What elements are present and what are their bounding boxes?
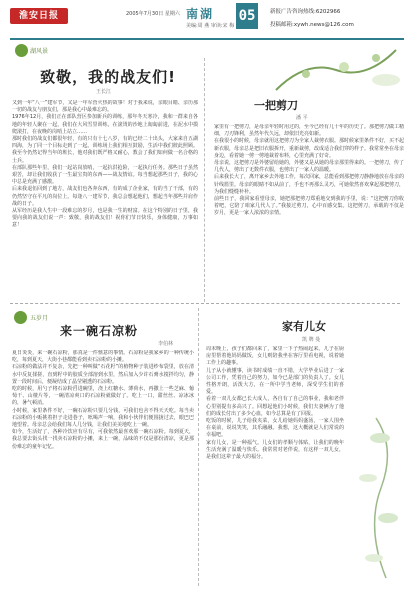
- article-author: 凯 牌 曼: [302, 337, 321, 343]
- leaf-icon: [14, 311, 27, 324]
- paper-logo: 淮安日报: [10, 8, 68, 24]
- submission-email: 投稿邮箱:xywh.news@126.com: [270, 22, 354, 28]
- column-label: 湖风景: [30, 48, 49, 55]
- article-title: 致敬，我的战友们!: [40, 68, 176, 86]
- leaf-icon: [15, 44, 28, 57]
- column-divider: [198, 308, 199, 586]
- section-divider: [10, 303, 400, 304]
- ad-hotline: 新报广告咨询热线:6202966: [270, 9, 341, 15]
- issue-date: 2005年7月30日 星期六: [126, 11, 180, 17]
- page-number: 05: [236, 3, 258, 29]
- section-title: 南湖: [186, 7, 215, 21]
- article-title: 一把剪刀: [254, 99, 298, 112]
- article-body: 家里有一把剪刀，是母亲年轻时用过的，至今已经有几十年的历史了。那把剪刀做工精细，刀刃锋利，虽然年代久远，却依旧光亮如新。 在我很小的时候，母亲就用这把剪刀为全家人裁剪衣服。那时候家里条件不好，买不起新衣服，母亲总是把旧衣服拆开，重新裁剪，改成适合我们穿的样子。我常常坐在母亲身边，看着她一剪一剪地裁着布料，心里充满了好奇。 母亲说，这把剪刀是外婆留给她的，外婆又是从她的母亲那里得来的。一把剪刀，传了几代人，剪出了无数件衣服，也剪出了一家人的温暖。 后来我长大了，离开家乡去外地工作，每次回家，总能看到那把剪刀静静地放在母亲的针线篮里。母亲的眼睛不如从前了，手也不再那么灵巧，可她依然喜欢拿起那把剪刀，为我们缝缝补补。 前些日子，我回家看望母亲，她把那把剪刀郑重地交到我的手里，说：“这把剪刀你收着吧，它陪了咱家几代人了。”我接过剪刀，心中百感交集。这把剪刀，承载的不仅是岁月，更是一家人浓浓的亲情。: [214, 124, 404, 217]
- article-body: 周末晚上，孩子们都回来了，家里一下子热闹起来。儿子在厨房里帮着他妈妈做饭，女儿则陪我坐在客厅里看电视，说着她工作上的趣事。 儿子从小就懂事，读书时成绩一直不错，大学毕业后进了一家公司工作，凭着自己的努力，如今已是部门的负责人了。女儿性格开朗，活泼大方，在一所中学当老师，深受学生们的喜爱。 看着一双儿女都已长大成人，各自有了自己的事业，我和老伴心里别提有多高兴了。回想起他们小时候，我们夫妻俩为了他们的成长付出了多少心血，如今总算是有了回报。 吃饭的时候，儿子给我夹菜，女儿给她妈妈盛汤，一家人围坐在桌前，说说笑笑，其乐融融。我想，这大概就是人们常说的幸福吧。 家有儿女，是一种福气。儿女们的孝顺与体贴，让我们的晚年生活充满了温暖与快乐。我常常对老伴说，有这样一双儿女，是我们这辈子最大的福分。: [206, 346, 344, 461]
- page-header: [0, 0, 410, 40]
- article-author: 李伯林: [158, 341, 174, 347]
- section-editors: 美编:周 燕 审读:宋 梅: [186, 23, 235, 29]
- article-title: 来一碗石凉粉: [60, 324, 139, 338]
- article-body: 又到一年“八一”建军节，又是一年军营火热的故事！对于我来说，亲眼目睹、亲历那一切的战友与朋友们，那是我心中最难忘的。 1976年12月，我们正在部队营区参加新兵的训练，那年冬天寒冷，我和一群来自各地的年轻人聚在一起，我们在大风雪里训练，在滚烫的沙地上匍匐前进，在泥水中摸爬滚打，在夜晚的岗哨上站立…… 那时我们的战友们都很年轻，有的只有十七八岁，有的已经二十出头，大家来自五湖四海，为了同一个目标走到了一起。训练场上我们相互鼓励，生活中我们彼此照顾。我至今仍然记得当年的班长，他对我们既严格又耐心，教会了我们如何做一名合格的士兵。 在部队那些年里，我们一起站岗放哨，一起抗洪抢险，一起执行任务。那些日子虽然艰苦，却让我们收获了一生最宝贵的东西——战友情谊。每当想起那些日子，我的心中总是充满了感激。 后来我退伍回到了地方，战友们也各奔东西，有的成了企业家，有的当了干部，有的仍然坚守在平凡的岗位上。每逢八一建军节，我总会想起他们，想起当年那些并肩作战的日子。 从军经历是我人生中一段难忘的岁月，也是我一生的财富。在这个特别的日子里，我要向我的战友们说一声：致敬，我的战友们！祝你们节日快乐，身体健康，万事如意！: [12, 100, 198, 229]
- article-body: 夏日炎炎，来一碗石凉粉，那真是一件惬意的事情。石凉粉是我家乡的一种传统小吃，每到夏天，大街小巷都能看到卖石凉粉的小摊。 石凉粉的做法并不复杂，先把一种叫做“石花籽”的植物种子装进纱布袋里，放在清水中反复揉搓，直到籽中的胶质全部溶到水里，然后加入少许石膏水搅拌均匀，静置一段时间后，便凝结成了晶莹剔透的石凉粉。 吃的时候，用勺子将石凉粉舀进碗里，浇上红糖水、薄荷水，再撒上一些芝麻、葡萄干、山楂片等，一碗清凉爽口的石凉粉就做好了。吃上一口，甜丝丝、凉冰冰的，暑气顿消。 小时候，家里条件不好，一碗石凉粉只要几分钱，可我们也舍不得天天吃。每当卖石凉粉的小贩挑着担子走进巷子，吆喝声一响，我和小伙伴们便围拢过去，眼巴巴地望着。母亲总会给我们每人几分钱，让我们美美地吃上一碗。 如今，生活好了，各种冷饮应有尽有，可我依然最喜欢那一碗石凉粉。每到夏天，我总要去街头找一找卖石凉粉的小摊，来上一碗，品味的不仅是那份清凉，更是那份难忘的童年记忆。: [12, 350, 194, 450]
- article-title: 家有儿女: [282, 320, 326, 333]
- family-illustration-icon: [346, 408, 408, 588]
- article-author: 王长江: [96, 89, 112, 95]
- column-divider: [204, 58, 205, 302]
- scissors-illustration-icon: [266, 40, 406, 96]
- column-label: 五岁月: [30, 315, 49, 322]
- article-author: 潘 平: [296, 115, 308, 121]
